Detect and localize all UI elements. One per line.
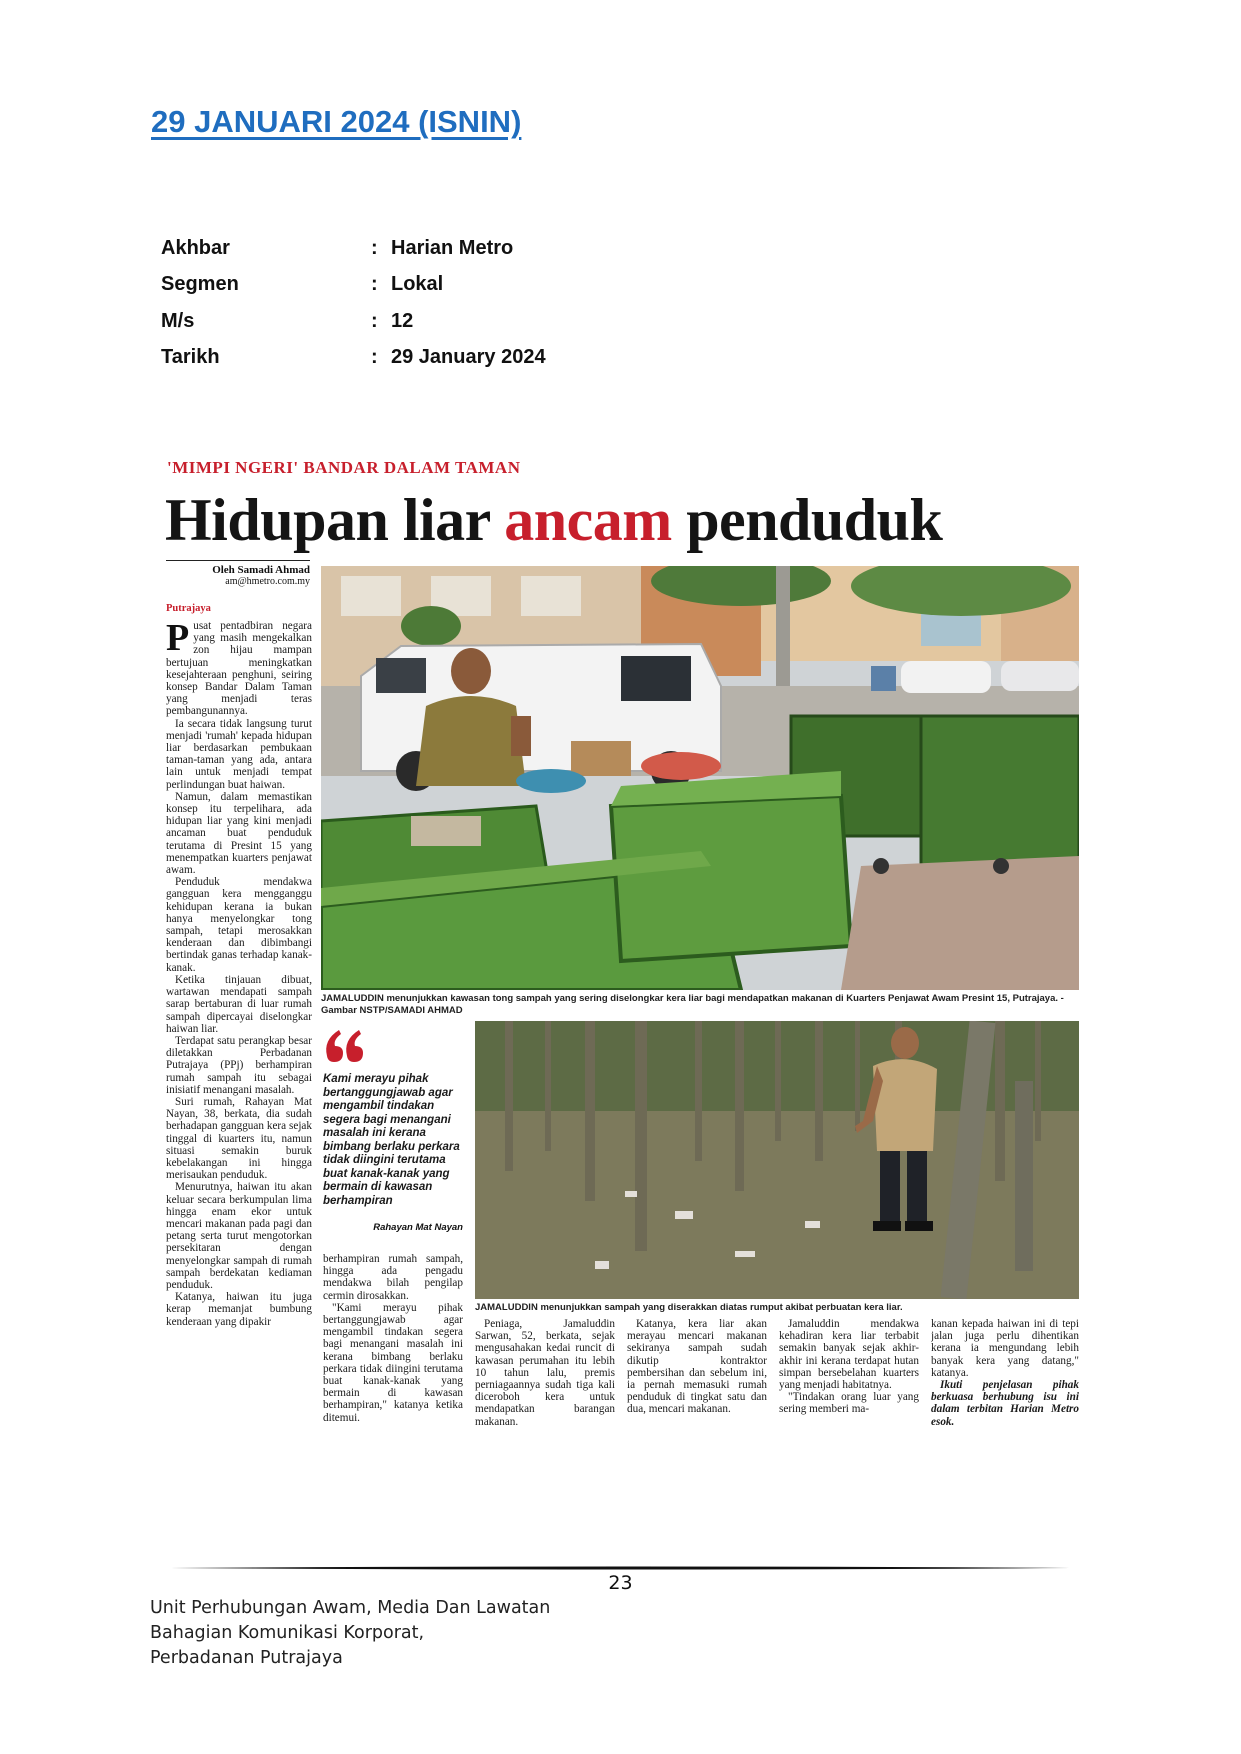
byline-email: am@hmetro.com.my — [225, 576, 310, 587]
meta-value: Harian Metro — [391, 236, 514, 259]
paragraph: "Tindakan orang luar yang sering memberi ma- — [779, 1391, 919, 1416]
pull-quote — [323, 1026, 463, 1233]
paragraph: Menurutnya, haiwan itu akan keluar secara berkumpulan lima hingga enam ekor untuk mencari makanan pada pagi dan petang serta turut mengotorkan persekitaran dengan menyelongkar sampah di rumah sampah berdekatan kediaman penduduk. — [166, 1181, 312, 1291]
meta-value: Lokal — [391, 273, 444, 296]
paragraph: Katanya, haiwan itu juga kerap memanjat bumbung kenderaan yang dipakir — [166, 1291, 312, 1328]
meta-colon: : — [371, 309, 378, 332]
photo-littered-grass-illustration — [475, 1021, 1079, 1299]
paragraph: "Kami merayu pihak bertanggungjawab agar mengambil tindakan segera bagi menangani masalah ini kerana bimbang berlaku perkara tidak diingini terutama buat kanak-kanak yang bermain di kawasan berhampiran," katanya ketika ditemui. — [323, 1301, 463, 1424]
headline-accent: ancam — [504, 487, 672, 553]
meta-row-ms — [161, 303, 546, 340]
quote-author: Rahayan Mat Nayan — [373, 1222, 463, 1233]
headline-part: Hidupan liar — [165, 487, 505, 553]
paragraph: Ia secara tidak langsung turut menjadi 'rumah' kepada hidupan liar berdasarkan pembukaan taman-taman yang ada, antara lain untuk menjadi tempat perlindungan buat haiwan. — [166, 717, 312, 791]
meta-label: Tarikh — [161, 346, 220, 369]
meta-label: M/s — [161, 309, 195, 332]
photo-garbage-bins-illustration — [321, 566, 1079, 990]
meta-label: Segmen — [161, 273, 239, 296]
meta-value: 12 — [391, 309, 414, 332]
footer-line: Unit Perhubungan Awam, Media Dan Lawatan — [150, 1598, 551, 1618]
paragraph — [166, 620, 312, 718]
footer — [150, 1596, 550, 1671]
article-column-5 — [779, 1318, 919, 1433]
follow-up-note: Ikuti penjelasan pihak berkuasa berhubung isu ini dalam terbitan Harian Metro esok. — [931, 1379, 1079, 1428]
paragraph: Jamaluddin mendakwa kehadiran kera liar terbabit semakin banyak sejak akhir-akhir ini kerana terdapat hutan simpan bersebelahan kuarters yang menjadi habitatnya. — [779, 1318, 919, 1392]
paragraph: Terdapat satu perangkap besar diletakkan Perbadanan Putrajaya (PPj) berhampiran rumah sampah itu sebagai inisiatif menangani masalah. — [166, 1034, 312, 1096]
dropcap: P — [166, 620, 190, 659]
metadata-table — [161, 230, 546, 376]
article-headline — [165, 486, 942, 555]
paragraph: kanan kepada haiwan ini di tepi jalan juga perlu dihentikan kerana ia mengundang lebih banyak kera yang datang," katanya. — [931, 1318, 1079, 1379]
meta-row-segmen — [161, 267, 546, 304]
footer-divider — [170, 1566, 1070, 1570]
photo-garbage-bins — [321, 566, 1079, 990]
page-date-title: 29 JANUARI 2024 (ISNIN) — [151, 104, 522, 139]
paragraph: Katanya, kera liar akan merayau mencari makanan sekiranya sampah sudah dikutip kontraktor pembersihan dan sebelum ini, ia pernah memasuki rumah penduduk di tingkat satu dan dua, mencari makanan. — [627, 1318, 767, 1416]
quote-text: Kami merayu pihak bertanggungjawab agar mengambil tindakan segera bagi menangani masalah ini kerana bimbang berlaku perkara tidak diingini terutama buat kanak-kanak yang bermain di kawasan berhampiran — [323, 1073, 460, 1207]
paragraph-text: usat pentadbiran negara yang masih mengekalkan zon hijau mampan bertujuan meningkatkan kesejahteraan penghuni, seiring konsep Bandar Dalam Taman yang menjadi teras pembangunannya. — [166, 620, 312, 718]
meta-colon: : — [371, 346, 378, 369]
article-column-1 — [166, 620, 312, 1430]
meta-row-tarikh — [161, 340, 546, 377]
paragraph: Namun, dalam memastikan konsep itu terpelihara, ada hidupan liar yang kini menjadi ancaman buat penduduk terutama di Presint 15 yang menempatkan kuarters penjawat awam. — [166, 790, 312, 877]
paragraph: Peniaga, Jamaluddin Sarwan, 52, berkata, sejak mengusahakan kedai runcit di kawasan perumahan itu lebih 10 tahun lalu, premis perniagaannya sudah tiga kali diceroboh kera untuk mendapatkan barangan makanan. — [475, 1318, 615, 1428]
paragraph: berhampiran rumah sampah, hingga ada pengadu mendakwa bilah pengilap cermin dirosakkan. — [323, 1253, 463, 1302]
quote-mark-icon — [323, 1026, 367, 1064]
article-column-2 — [323, 1253, 463, 1433]
paragraph: Ketika tinjauan dibuat, wartawan mendapati sampah sarap bertaburan di luar rumah sampah dipercayai diselongkar haiwan liar. — [166, 973, 312, 1035]
meta-colon: : — [371, 273, 378, 296]
paragraph: Suri rumah, Rahayan Mat Nayan, 38, berkata, dia sudah berhadapan gangguan kera sejak tinggal di kuarters itu, namun situasi semakin buruk kebelakangan ini hingga merisaukan penduduk. — [166, 1095, 312, 1182]
photo-caption: JAMALUDDIN menunjukkan kawasan tong sampah yang sering diselongkar kera liar bagi mendapatkan makanan di Kuarters Penjawat Awam Presint 15, Putrajaya. - Gambar NSTP/SAMADI AHMAD — [321, 993, 1064, 1016]
meta-row-akhbar — [161, 230, 546, 267]
paragraph: Penduduk mendakwa gangguan kera mengganggu kehidupan kerana ia bukan hanya menyelongkar tong sampah, tetapi merosakkan kenderaan dan dibimbangi bertindak ganas terhadap kanak-kanak. — [166, 876, 312, 974]
photo-littered-grass — [475, 1021, 1079, 1299]
meta-colon: : — [371, 236, 378, 259]
article-column-4 — [627, 1318, 767, 1433]
headline-part: penduduk — [671, 487, 943, 553]
footer-line: Bahagian Komunikasi Korporat, — [150, 1623, 425, 1643]
newspaper-clipping — [160, 458, 1080, 1433]
article-column-3 — [475, 1318, 615, 1433]
byline — [166, 560, 310, 587]
photo-caption: JAMALUDDIN menunjukkan sampah yang diserakkan diatas rumput akibat perbuatan kera liar. — [475, 1302, 903, 1313]
footer-line: Perbadanan Putrajaya — [150, 1648, 343, 1668]
meta-label: Akhbar — [161, 236, 230, 259]
byline-name: Oleh Samadi Ahmad — [212, 564, 310, 576]
article-kicker: 'MIMPI NGERI' BANDAR DALAM TAMAN — [167, 458, 521, 477]
article-column-6 — [931, 1318, 1079, 1433]
dateline: Putrajaya — [166, 603, 211, 614]
meta-value: 29 January 2024 — [391, 346, 546, 369]
page-number: 23 — [608, 1572, 633, 1594]
